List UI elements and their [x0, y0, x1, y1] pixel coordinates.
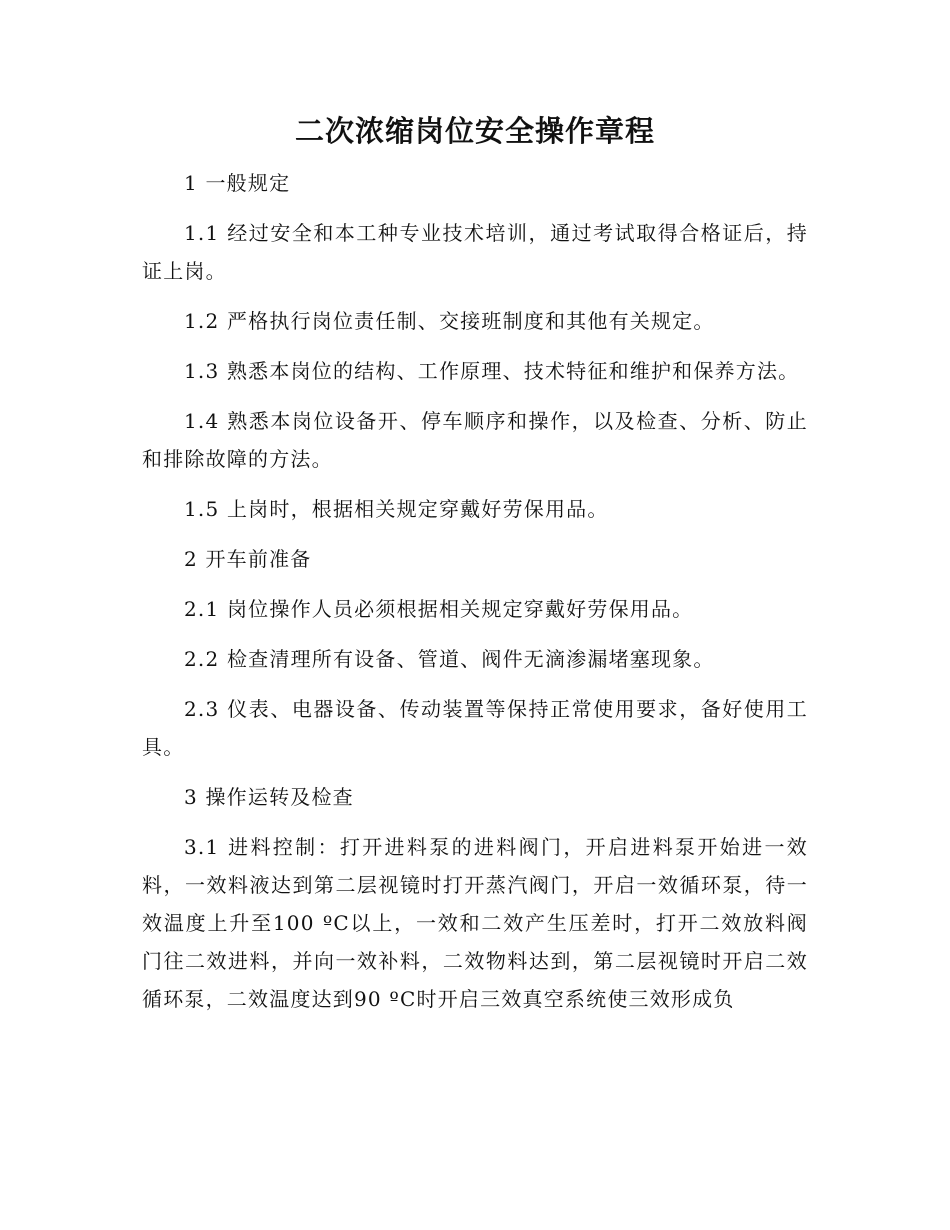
paragraph-2-2: 2.2 检查清理所有设备、管道、阀件无滴渗漏堵塞现象。 — [184, 647, 715, 671]
section-heading-2: 2 开车前准备 — [184, 547, 312, 571]
paragraph-1-4: 1.4 熟悉本岗位设备开、停车顺序和操作，以及检查、分析、防止和排除故障的方法。 — [142, 409, 808, 471]
document-body — [142, 164, 808, 1030]
paragraph-2-3: 2.3 仪表、电器设备、传动装置等保持正常使用要求，备好使用工具。 — [142, 697, 808, 759]
paragraph-1-1: 1.1 经过安全和本工种专业技术培训，通过考试取得合格证后，持证上岗。 — [142, 221, 808, 283]
paragraph-1-5: 1.5 上岗时，根据相关规定穿戴好劳保用品。 — [184, 497, 609, 521]
paragraph-1-2: 1.2 严格执行岗位责任制、交接班制度和其他有关规定。 — [184, 309, 715, 333]
section-heading-3: 3 操作运转及检查 — [184, 785, 354, 809]
paragraph-1-3: 1.3 熟悉本岗位的结构、工作原理、技术特征和维护和保养方法。 — [184, 359, 800, 383]
paragraph-3-1: 3.1 进料控制：打开进料泵的进料阀门，开启进料泵开始进一效料，一效料液达到第二层视镜时打开蒸汽阀门，开启一效循环泵，待一效温度上升至100 ºC以上，一效和二效产生压差时，打开二效放料阀门往二效进料，并向一效补料，二效物料达到，第二层视镜时开启二效循环泵，二效温度达到90 ºC时开启三效真空系统使三效形成负 — [142, 835, 808, 1011]
paragraph-2-1: 2.1 岗位操作人员必须根据相关规定穿戴好劳保用品。 — [184, 597, 694, 621]
section-heading-1: 1 一般规定 — [184, 171, 291, 195]
document-title: 二次浓缩岗位安全操作章程 — [294, 114, 655, 148]
